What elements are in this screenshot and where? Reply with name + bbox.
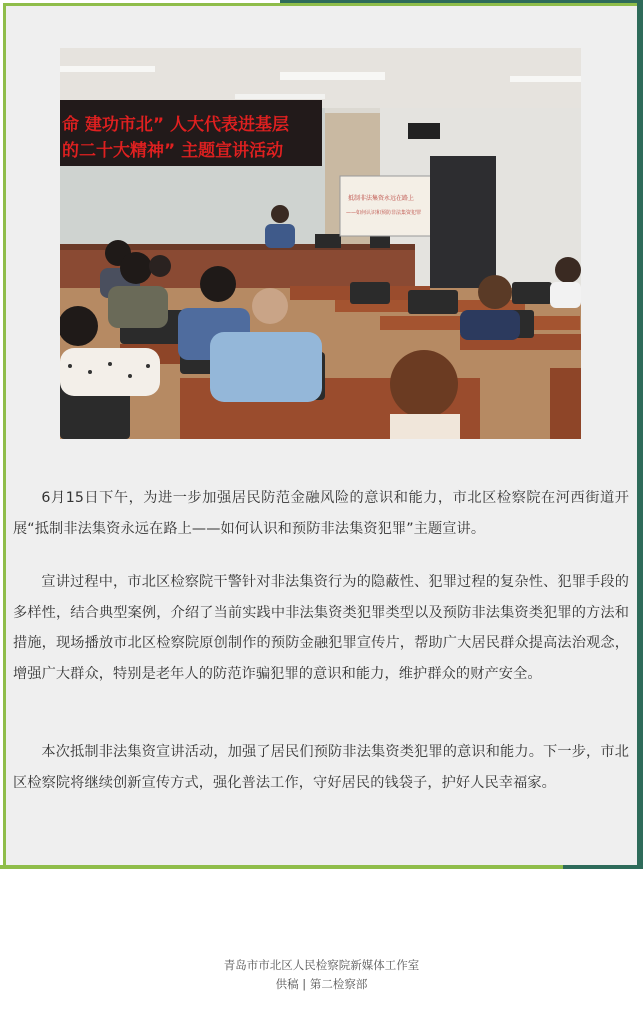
banner-text-2: 的二十大精神” 主题宣讲活动 — [62, 141, 284, 161]
frame-right-accent — [637, 0, 643, 868]
article-paragraph-3: 本次抵制非法集资宣讲活动，加强了居民们预防非法集资类犯罪的意识和能力。下一步，市北区检察院将继续创新宣传方式，强化普法工作，守好居民的钱袋子，护好人民幸福家。 — [13, 744, 629, 791]
frame-bottom-teal — [563, 865, 643, 869]
footer-credit: 供稿 | 第二检察部 — [275, 977, 368, 991]
event-photo — [60, 48, 581, 439]
banner-text-1: 命 建功市北” 人大代表进基层 — [62, 115, 290, 135]
screen-text-2: ——如何认识和预防非法集资犯罪 — [346, 210, 422, 216]
footer-studio: 青岛市市北区人民检察院新媒体工作室 — [223, 958, 420, 972]
screen-text-1: 抵制非法集资永远在路上 — [348, 195, 415, 202]
article-paragraph-2: 宣讲过程中，市北区检察院干警针对非法集资行为的隐蔽性、犯罪过程的复杂性、犯罪手段的多样性，结合典型案例，介绍了当前实践中非法集资类犯罪类型以及预防非法集资类犯罪的方法和措施，现场播放市北区检察院原创制作的预防金融犯罪宣传片，帮助广大居民群众提高法治观念，增强广大群众，特别是老年人的防范诈骗犯罪的意识和能力，维护群众的财产安全。 — [13, 574, 629, 682]
frame-bottom-green — [0, 865, 563, 869]
article-paragraph-1: 6月15日下午，为进一步加强居民防范金融风险的意识和能力，市北区检察院在河西街道开展“抵制非法集资永远在路上——如何认识和预防非法集资犯罪”主题宣讲。 — [13, 490, 629, 537]
